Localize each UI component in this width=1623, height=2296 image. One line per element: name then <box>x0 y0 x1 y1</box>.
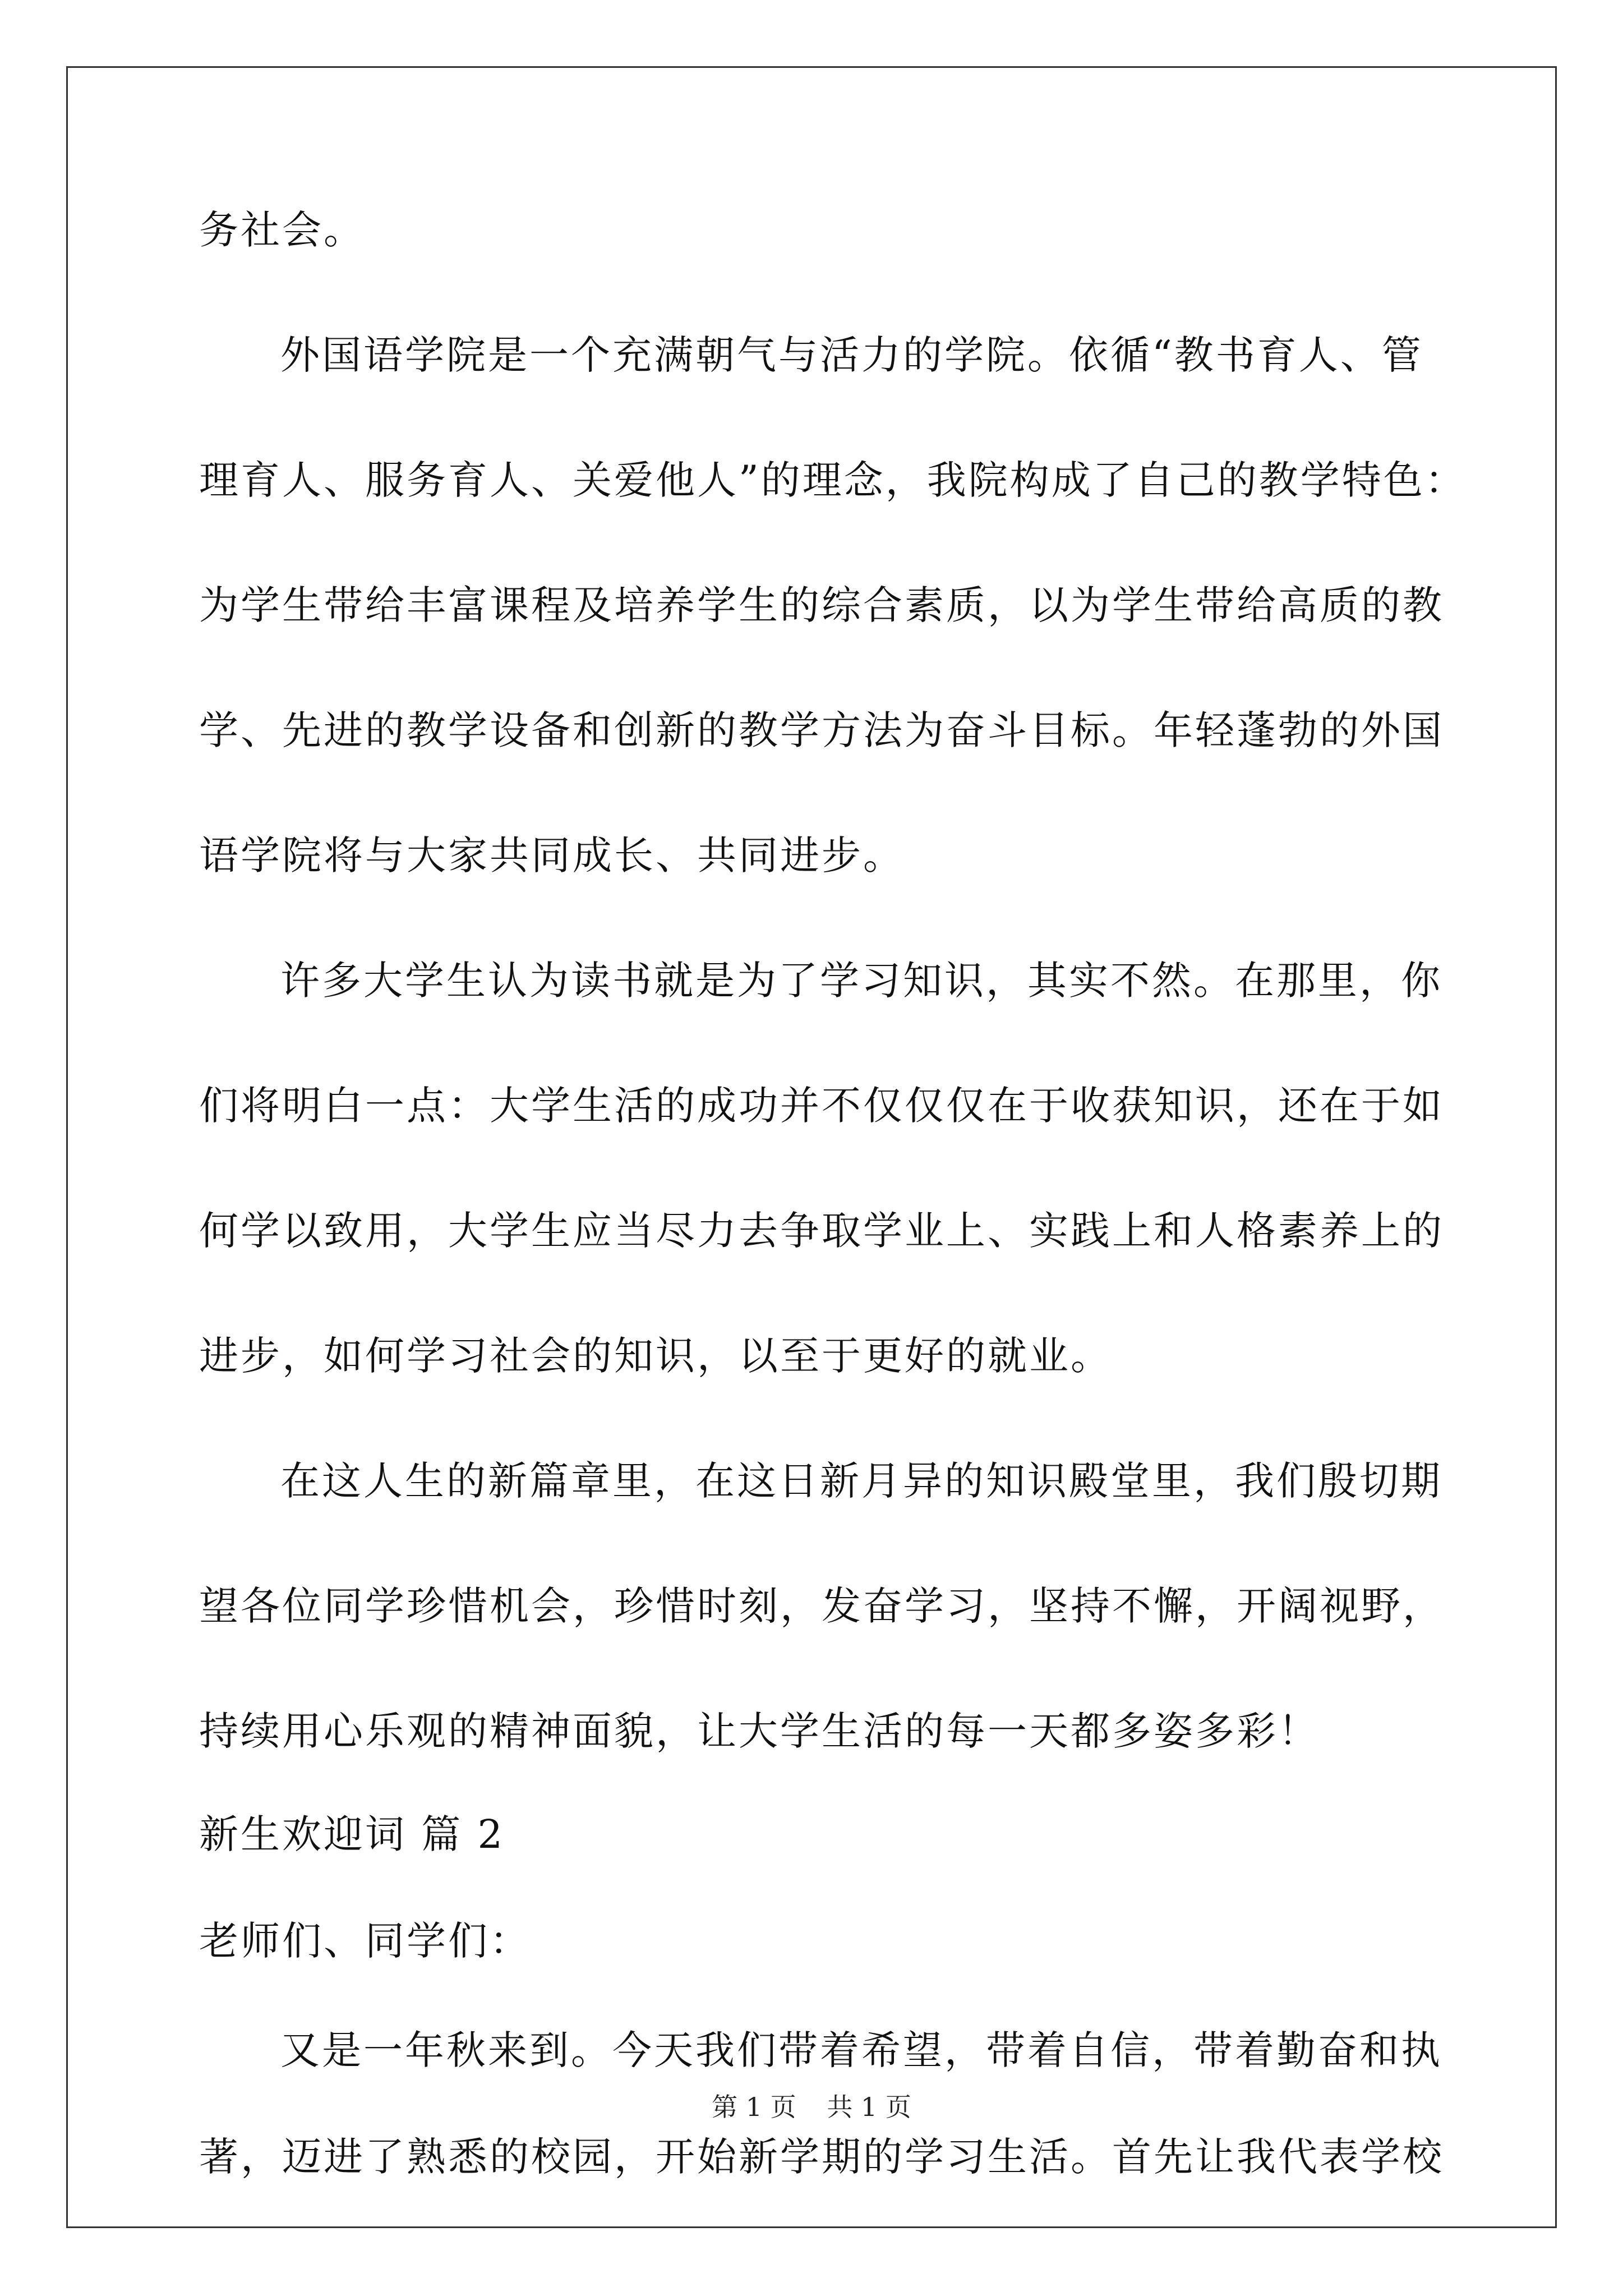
text-line: 理育人、服务育人、关爱他人”的理念，我院构成了自己的教学特色： <box>199 457 1467 503</box>
text-line: 们将明白一点：大学生活的成功并不仅仅仅在于收获知识，还在于如 <box>199 1083 1444 1129</box>
salutation: 老师们、同学们： <box>199 1918 531 1964</box>
text-line: 务社会。 <box>199 207 365 253</box>
paragraph-first-line: 在这人生的新篇章里，在这日新月异的知识殿堂里，我们殷切期 <box>280 1458 1442 1504</box>
paragraph-first-line: 许多大学生认为读书就是为了学习知识，其实不然。在那里，你 <box>280 958 1442 1004</box>
paragraph-first-line: 又是一年秋来到。今天我们带着希望，带着自信，带着勤奋和执 <box>280 2027 1442 2073</box>
page-number-current: 第 1 页 <box>712 2092 796 2122</box>
section-heading: 新生欢迎词 篇 2 <box>199 1811 505 1857</box>
text-line: 望各位同学珍惜机会，珍惜时刻，发奋学习，坚持不懈，开阔视野， <box>199 1583 1444 1629</box>
page-number-total: 共 1 页 <box>827 2092 911 2122</box>
page-border <box>66 66 1557 2228</box>
text-line: 语学院将与大家共同成长、共同进步。 <box>199 832 905 878</box>
page-footer <box>0 2091 1623 2123</box>
text-line: 进步，如何学习社会的知识，以至于更好的就业。 <box>199 1333 1112 1379</box>
text-line: 何学以致用，大学生应当尽力去争取学业上、实践上和人格素养上的 <box>199 1208 1444 1254</box>
paragraph-first-line: 外国语学院是一个充满朝气与活力的学院。依循“教书育人、管 <box>280 332 1423 378</box>
text-line: 学、先进的教学设备和创新的教学方法为奋斗目标。年轻蓬勃的外国 <box>199 707 1444 753</box>
text-line: 持续用心乐观的精神面貌，让大学生活的每一天都多姿多彩！ <box>199 1708 1320 1754</box>
text-line: 为学生带给丰富课程及培养学生的综合素质，以为学生带给高质的教 <box>199 582 1444 628</box>
text-line: 著，迈进了熟悉的校园，开始新学期的学习生活。首先让我代表学校 <box>199 2134 1444 2180</box>
